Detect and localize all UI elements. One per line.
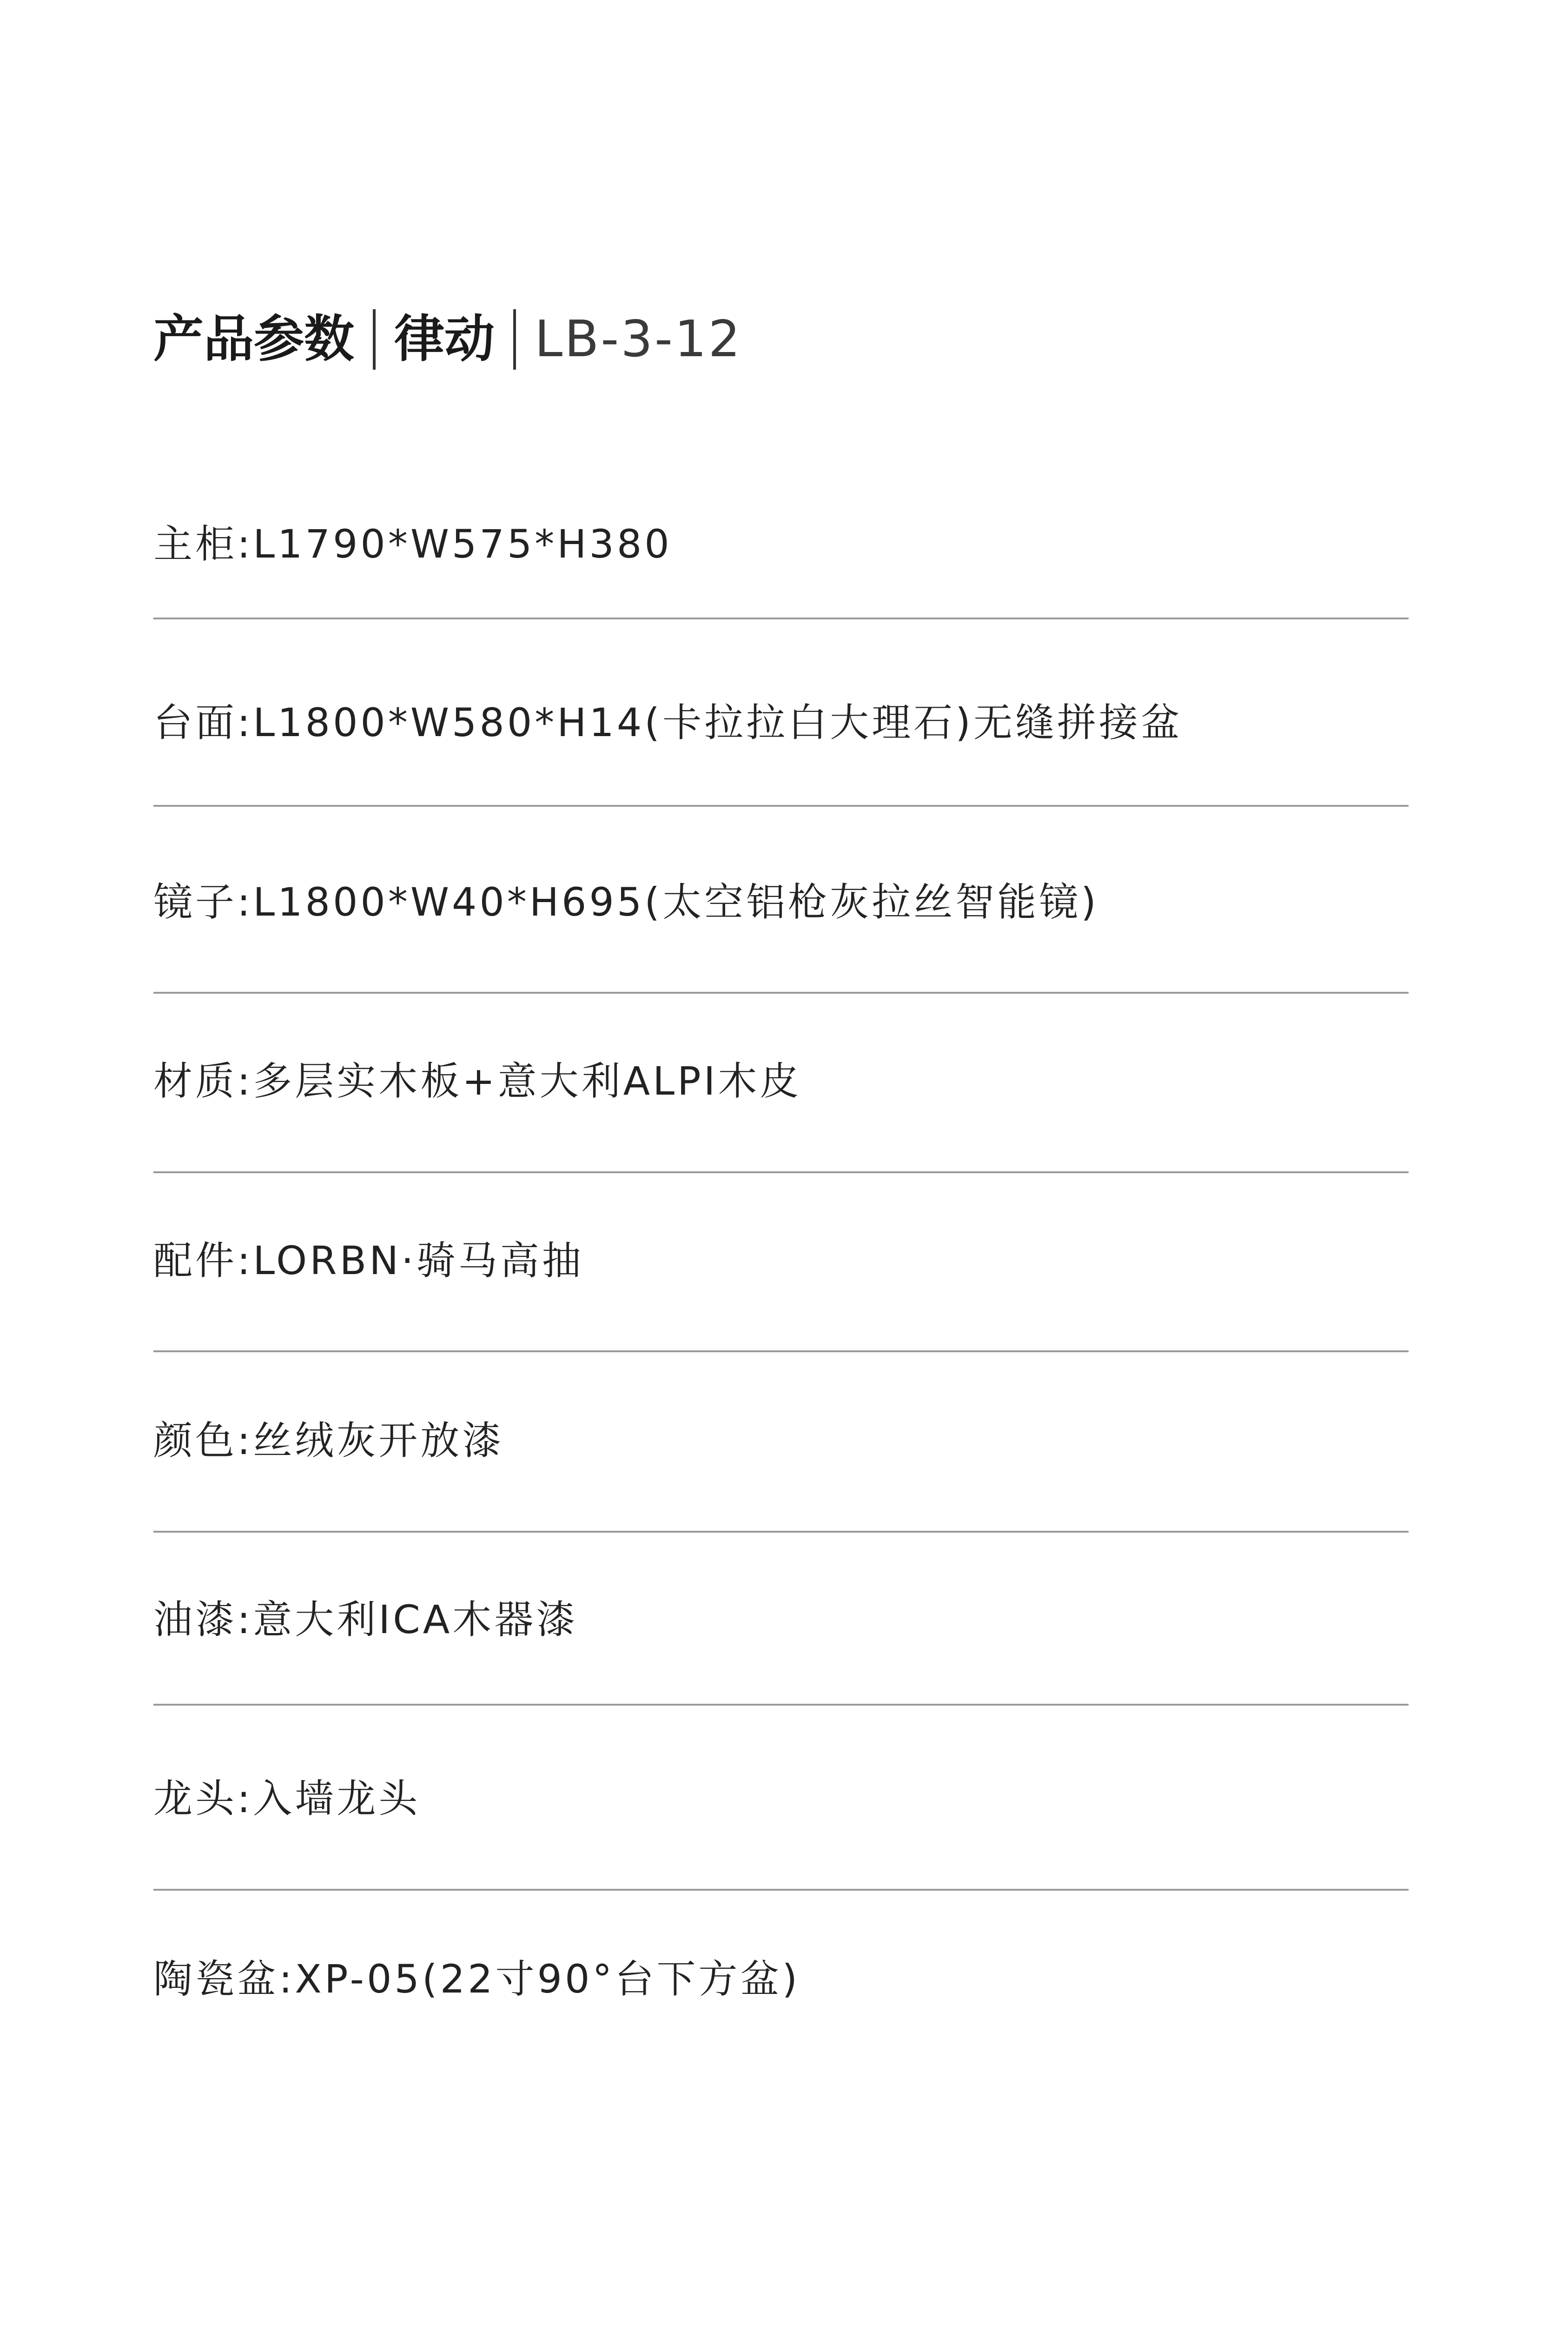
divider: [153, 1531, 1409, 1533]
divider: [153, 618, 1409, 619]
page-title: [153, 298, 742, 381]
title-divider: [513, 309, 516, 370]
spec-row-color: 颜色:丝绒灰开放漆: [153, 1418, 504, 1463]
spec-row-main-cabinet: 主柜:L1790*W575*H380: [153, 521, 672, 567]
title-model-code: LB-3-12: [535, 310, 742, 368]
spec-row-mirror: 镜子:L1800*W40*H695(太空铝枪灰拉丝智能镜): [153, 879, 1099, 925]
title-label: 产品参数: [153, 310, 355, 368]
spec-row-ceramic-basin: 陶瓷盆:XP-05(22寸90°台下方盆): [153, 1956, 801, 2002]
spec-row-accessories: 配件:LORBN·骑马高抽: [153, 1238, 584, 1283]
divider: [153, 1704, 1409, 1706]
title-series: 律动: [394, 310, 495, 368]
spec-row-countertop: 台面:L1800*W580*H14(卡拉拉白大理石)无缝拼接盆: [153, 700, 1183, 745]
spec-row-material: 材质:多层实木板+意大利ALPI木皮: [153, 1058, 802, 1104]
spec-row-paint: 油漆:意大利ICA木器漆: [153, 1597, 578, 1642]
divider: [153, 992, 1409, 994]
divider: [153, 1889, 1409, 1891]
divider: [153, 1171, 1409, 1173]
divider: [153, 805, 1409, 807]
spec-row-faucet: 龙头:入墙龙头: [153, 1776, 421, 1821]
divider: [153, 1350, 1409, 1352]
title-divider: [373, 309, 376, 370]
